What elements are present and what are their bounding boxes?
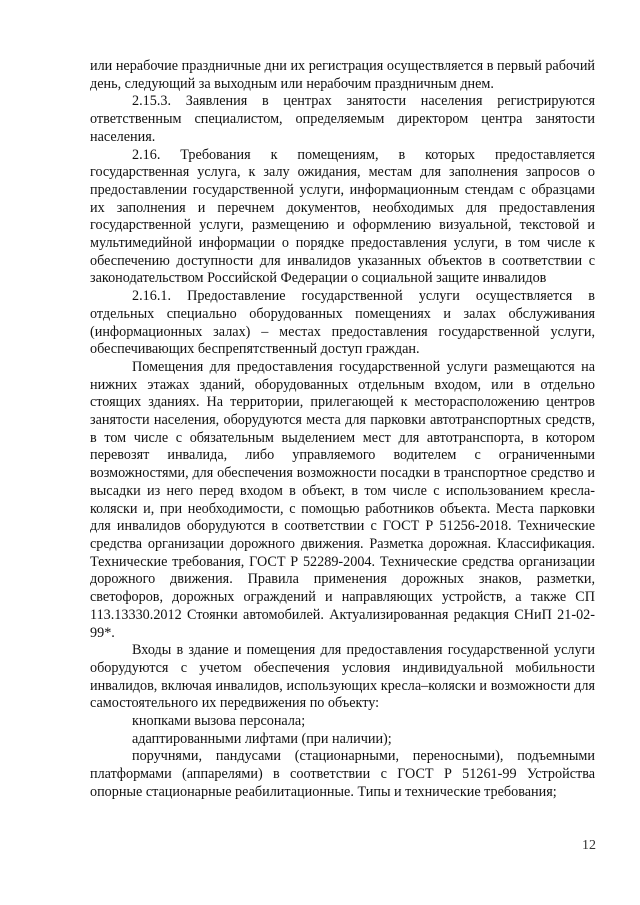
paragraph-entrances: Входы в здание и помещения для предоставления государственной услуги оборудуются с учетом обеспечения условия индивидуальной мобильности инвалидов, включая инвалидов, использующих кресла–коляски и возможности для самостоятельного их передвижения по объекту: bbox=[90, 642, 595, 712]
page-number: 12 bbox=[582, 838, 596, 853]
paragraph-2-16: 2.16. Требования к помещениям, в которых предоставляется государственная услуга, к залу ожидания, местам для заполнения запросов о предоставлении государственной услуги, информационным стендам с образцами их заполнения и перечнем документов, необходимых для предоставления государственной услуги, размещению и оформлению визуальной, текстовой и мультимедийной информации о порядке предоставления услуги, в том числе к обеспечению доступности для инвалидов указанных объектов в соответствии с законодательством Российской Федерации о социальной защите инвалидов bbox=[90, 146, 595, 287]
document-page bbox=[90, 58, 595, 802]
paragraph-2-15-3: 2.15.3. Заявления в центрах занятости населения регистрируются ответственным специалистом, определяемым директором центра занятости населения. bbox=[90, 93, 595, 145]
paragraph-2-16-1: 2.16.1. Предоставление государственной услуги осуществляется в отдельных специально оборудованных помещениях и залах обслуживания (информационных залах) – местах предоставления государственной услуги, обеспечивающих беспрепятственный доступ граждан. bbox=[90, 288, 595, 358]
list-item-elevators: адаптированными лифтами (при наличии); bbox=[132, 730, 392, 747]
list-item-handrails: поручнями, пандусами (стационарными, переносными), подъемными платформами (аппарелями) в соответствии с ГОСТ Р 51261-99 Устройства опорные стационарные реабилитационные. Типы и технические требования; bbox=[90, 748, 595, 800]
paragraph-continuation: или нерабочие праздничные дни их регистрация осуществляется в первый рабочий день, следующий за выходным или нерабочим праздничным днем. bbox=[90, 58, 595, 92]
paragraph-premises: Помещения для предоставления государственной услуги размещаются на нижних этажах зданий, оборудованных отдельным входом, или в отдельно стоящих зданиях. На территории, прилегающей к месторасположению центров занятости населения, оборудуются места для парковки автотранспортных средств, в том числе с обязательным выделением мест для автотранспорта, в котором перевозят инвалида, либо управляемого водителем с ограниченными возможностями, для обеспечения возможности посадки в транспортное средство и высадки из него перед входом в объект, в том числе с использованием кресла-коляски и, при необходимости, с помощью работников объекта. Места парковки для инвалидов оборудуются в соответствии с ГОСТ Р 51256-2018. Технические средства организации дорожного движения. Разметка дорожная. Классификация. Технические требования, ГОСТ Р 52289-2004. Технические средства организации дорожного движения. Правила применения дорожных знаков, разметки, светофоров, дорожных ограждений и направляющих устройств, а также СП 113.13330.2012 Стоянки автомобилей. Актуализированная редакция СНиП 21-02-99*. bbox=[90, 358, 595, 641]
list-item-call-buttons: кнопками вызова персонала; bbox=[132, 713, 306, 730]
